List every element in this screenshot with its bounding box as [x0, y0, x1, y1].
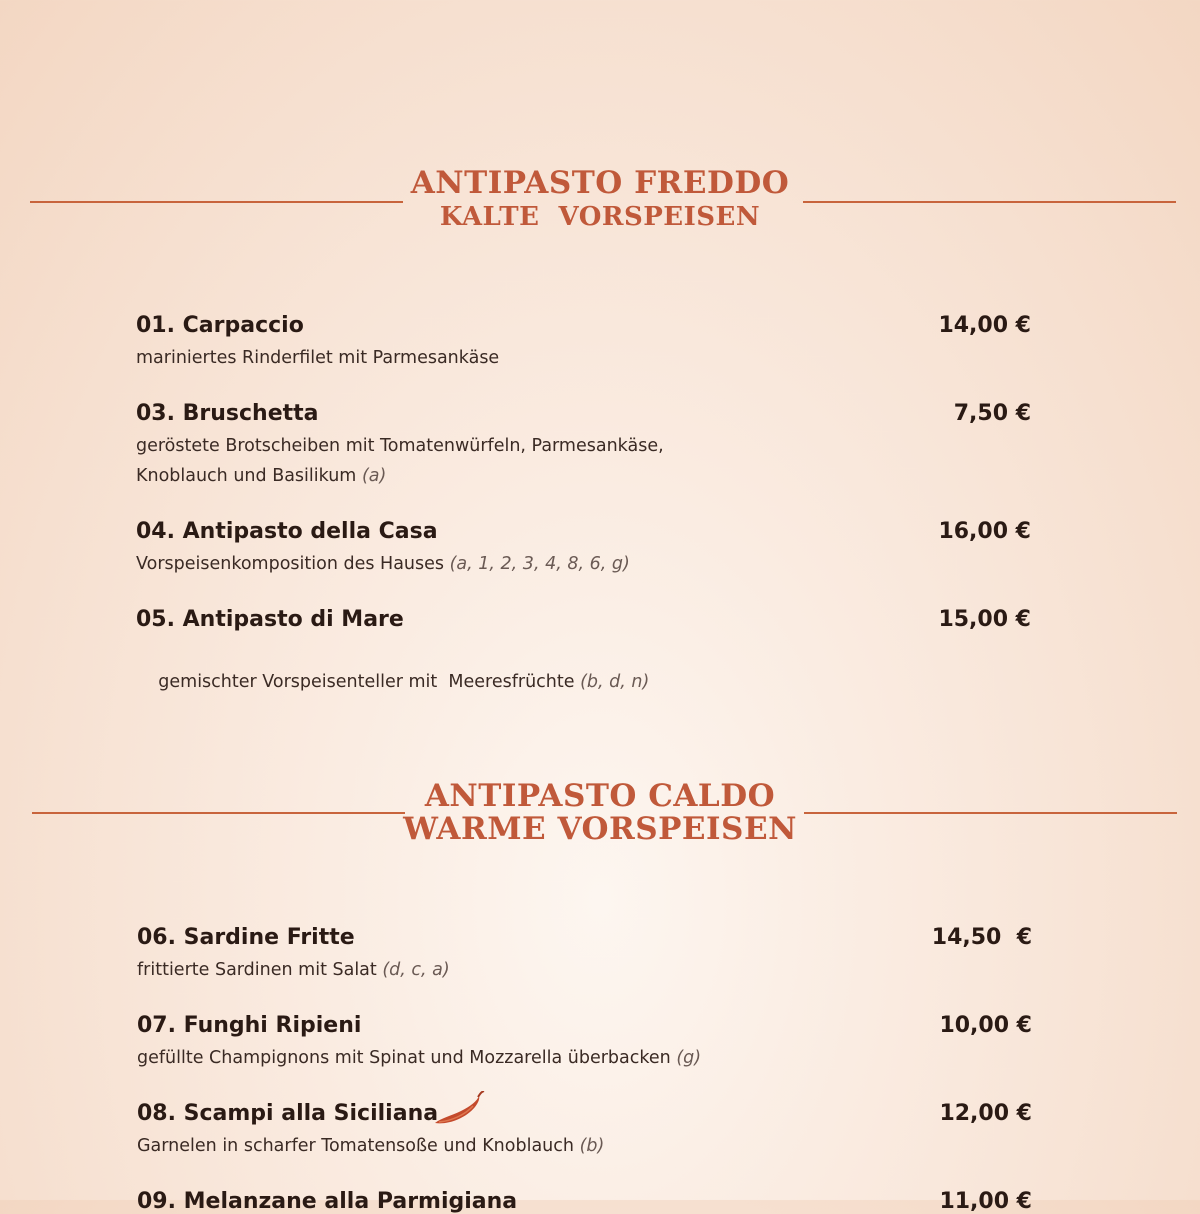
item-price: 15,00 €: [938, 607, 1031, 632]
allergen-codes: (a, 1, 2, 3, 4, 8, 6, g): [449, 554, 630, 574]
item-price: 7,50 €: [953, 401, 1031, 426]
item-name: 04. Antipasto della Casa: [136, 519, 438, 544]
section-subtitle: WARME VORSPEISEN: [403, 811, 797, 847]
item-price: 16,00 €: [938, 519, 1031, 544]
item-description: Vorspeisenkomposition des Hauses (a, 1, 2, 3, 4, 8, 6, g): [136, 554, 630, 574]
item-price: 14,00 €: [938, 313, 1031, 338]
item-price: 11,00 €: [939, 1189, 1032, 1214]
item-name: 01. Carpaccio: [136, 313, 304, 338]
item-description: frittierte Sardinen mit Salat (d, c, a): [137, 960, 450, 980]
allergen-codes: (d, c, a): [382, 960, 450, 980]
item-name: 05. Antipasto di Mare: [136, 607, 404, 632]
item-description: gemischter Vorspeisenteller mit Meeresfrüchte (b, d, n): [158, 672, 650, 692]
item-name: 03. Bruschetta: [136, 401, 319, 426]
item-description: gefüllte Champignons mit Spinat und Mozzarella überbacken (g): [137, 1048, 702, 1068]
allergen-codes: (b): [579, 1136, 605, 1156]
allergen-codes: (b, d, n): [580, 672, 650, 692]
allergen-codes: (a): [361, 466, 387, 486]
item-description: Garnelen in scharfer Tomatensoße und Knoblauch (b): [137, 1136, 605, 1156]
item-name: 08. Scampi alla Siciliana: [137, 1101, 439, 1126]
item-name: 07. Funghi Ripieni: [137, 1013, 362, 1038]
item-price: 12,00 €: [939, 1101, 1032, 1126]
item-price: 14,50 €: [931, 925, 1032, 950]
section-subtitle: KALTE VORSPEISEN: [439, 202, 761, 232]
item-description: geröstete Brotscheiben mit Tomatenwürfeln, Parmesankäse, Knoblauch und Basilikum (a): [136, 436, 664, 486]
section-title: ANTIPASTO FREDDO: [410, 165, 790, 201]
item-description: mariniertes Rinderfilet mit Parmesankäse: [136, 348, 500, 368]
allergen-codes: (g): [676, 1048, 702, 1068]
item-price: 10,00 €: [939, 1013, 1032, 1038]
item-name: 06. Sardine Fritte: [137, 925, 355, 950]
chili-pepper-icon: [431, 1091, 485, 1129]
item-name: 09. Melanzane alla Parmigiana: [137, 1189, 518, 1214]
section-title: ANTIPASTO CALDO: [424, 778, 776, 814]
